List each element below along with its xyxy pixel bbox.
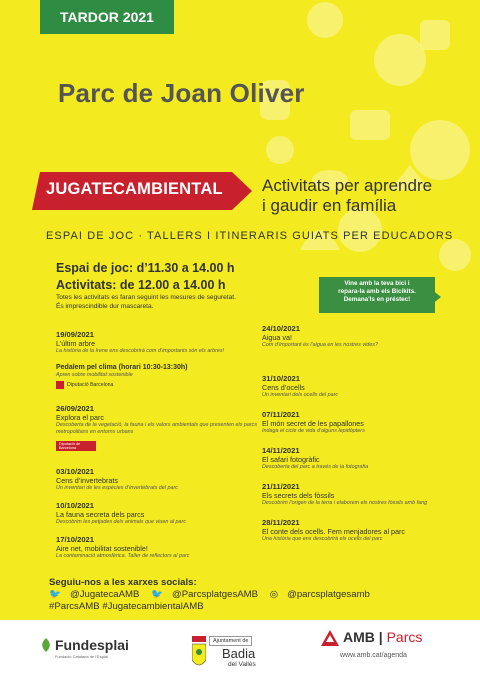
diputacio-logo-text: Diputació Barcelona	[67, 382, 114, 388]
event-name: Cens d’invertebrats	[56, 476, 118, 485]
event-description: La història de la Irene ens descobrirà com d’importants són els arbres!	[56, 348, 225, 354]
diputacio-tag-logo: Diputació de Barcelona	[56, 441, 96, 451]
event-name: El safari fotogràfic	[262, 455, 320, 464]
social-heading: Seguiu-nos a les xarxes socials:	[49, 577, 197, 588]
twitter-icon: 🐦	[49, 589, 61, 600]
bike-callout-arrow	[431, 289, 441, 305]
instagram-icon: ◎	[269, 589, 279, 600]
decorative-ecology-icons	[240, 0, 480, 300]
subtitle: ESPAI DE JOC · TALLERS I ITINERARIS GUIATS PER EDUCADORS	[46, 230, 454, 242]
event-date: 14/11/2021	[262, 446, 300, 455]
event-item	[262, 374, 472, 399]
event-item	[262, 324, 472, 349]
event-item	[56, 535, 266, 560]
event-item	[56, 404, 266, 454]
bike-callout	[319, 277, 435, 313]
season-label: TARDOR 2021	[40, 0, 174, 34]
bike-line-3: Demana'ls en préstec!	[343, 296, 411, 304]
badia-logo-name: Badia	[222, 646, 256, 661]
event-description: Descoberta de la vegetació, la fauna i els valors ambientals que presenten els parcs metropolitans en entorns urbans	[56, 422, 258, 435]
event-item	[262, 410, 472, 435]
event-date: 19/09/2021	[56, 330, 95, 339]
event-extra-title: Pedalem pel clima (horari 10:30-13:30h)	[56, 364, 188, 371]
event-name: L’últim arbre	[56, 339, 96, 348]
event-item	[56, 501, 266, 526]
event-name: El món secret de les papallones	[262, 419, 364, 428]
event-date: 10/10/2021	[56, 501, 95, 510]
event-date: 03/10/2021	[56, 467, 95, 476]
diputacio-mark-icon	[56, 381, 64, 389]
page-title: Parc de Joan Oliver	[58, 78, 305, 108]
twitter-icon: 🐦	[151, 589, 164, 600]
event-date: 26/09/2021	[56, 404, 95, 413]
amb-logo-parcs: Parcs	[386, 629, 423, 645]
event-date: 17/10/2021	[56, 535, 95, 544]
fundesplai-logo-text: Fundesplai	[55, 637, 129, 653]
amb-url-link[interactable]: www.amb.cat/agenda	[340, 652, 407, 659]
bike-line-1: Vine amb la teva bici i	[344, 280, 410, 287]
social-handles-row	[49, 589, 379, 601]
event-date: 28/11/2021	[262, 518, 300, 527]
amb-logo-amb: AMB	[343, 629, 375, 645]
banner-title: JUGATECAMBIENTAL	[46, 180, 223, 198]
event-date: 31/10/2021	[262, 374, 301, 383]
event-item	[56, 467, 266, 492]
tagline-line-1: Activitats per aprendre	[262, 176, 433, 195]
event-description: Indaga el cicle de vida d’alguns lepidòpters	[262, 428, 365, 434]
activity-hours: Activitats: de 12.00 a 14.00 h	[56, 278, 226, 292]
event-name: Explora el parc	[56, 413, 104, 422]
event-name: Aire net, mobilitat sostenible!	[56, 544, 148, 553]
event-name: Aigua va!	[262, 333, 292, 342]
event-name: Els secrets dels fòssils	[262, 491, 335, 500]
social-twitter-2[interactable]: @ParcsplatgesAMB	[172, 589, 259, 600]
safety-note	[56, 294, 236, 311]
amb-logo-text: AMB | Parcs	[343, 629, 423, 645]
event-description: Un inventari dels ocells del parc	[262, 392, 339, 398]
badia-logo-subtext: del Vallès	[228, 661, 256, 668]
event-extra-description: Apren sobre mobilitat sostenible	[56, 372, 133, 378]
event-name: El conte dels ocells. Fem menjadores al parc	[262, 527, 406, 536]
event-description: Un inventari de les espècies d’invertebrats del parc	[56, 485, 178, 491]
social-hashtags: #ParcsAMB #JugatecambientalAMB	[49, 601, 204, 612]
event-description: Com d’important és l’aigua en les nostres vides?	[262, 342, 378, 348]
amb-logo-icon	[321, 630, 339, 646]
event-description: Descoberta del parc a través de la fotografia	[262, 464, 369, 470]
social-twitter-1[interactable]: @JugatecaAMB	[69, 589, 140, 600]
event-description: Descobrim les petjades dels animals que viuen al parc	[56, 519, 187, 525]
event-item	[262, 446, 472, 471]
event-item	[262, 482, 472, 507]
social-instagram[interactable]: @parcsplatgesamb	[287, 589, 370, 600]
event-name: Cens d’ocells	[262, 383, 305, 392]
event-description: Descobrim l’origen de la terra i elaborem els nostres fòssils amb fang	[262, 500, 428, 506]
badia-shield-icon	[192, 636, 206, 670]
safety-note-line-2: És imprescindible dur mascareta.	[56, 302, 154, 310]
event-date: 07/11/2021	[262, 410, 300, 419]
play-hours: Espai de joc: d’11.30 a 14.00 h	[56, 261, 235, 275]
tagline	[262, 176, 432, 216]
event-description: La contaminació atmosfèrica. Taller de reflectors al parc	[56, 553, 190, 559]
badia-logo-top: Ajuntament de	[209, 636, 252, 646]
social-section	[49, 577, 379, 613]
fundesplai-logo-subtext: Fundació Catalana de l’Esplai	[55, 654, 108, 659]
event-description: Una història que ens descobrirà els ocells del parc	[262, 536, 383, 542]
safety-note-line-1: Totes les activitats es faran seguint les mesures de seguretat.	[56, 294, 236, 301]
fundesplai-logo-icon	[40, 638, 52, 652]
bike-line-2: repara-la amb els Bicikits.	[338, 288, 416, 296]
tagline-line-2: i gaudir en família	[262, 196, 397, 215]
event-item	[56, 330, 266, 389]
diputacio-logo	[56, 381, 266, 389]
event-name: La fauna secreta dels parcs	[56, 510, 145, 519]
event-date: 24/10/2021	[262, 324, 301, 333]
event-item	[262, 518, 472, 543]
event-date: 21/11/2021	[262, 482, 300, 491]
